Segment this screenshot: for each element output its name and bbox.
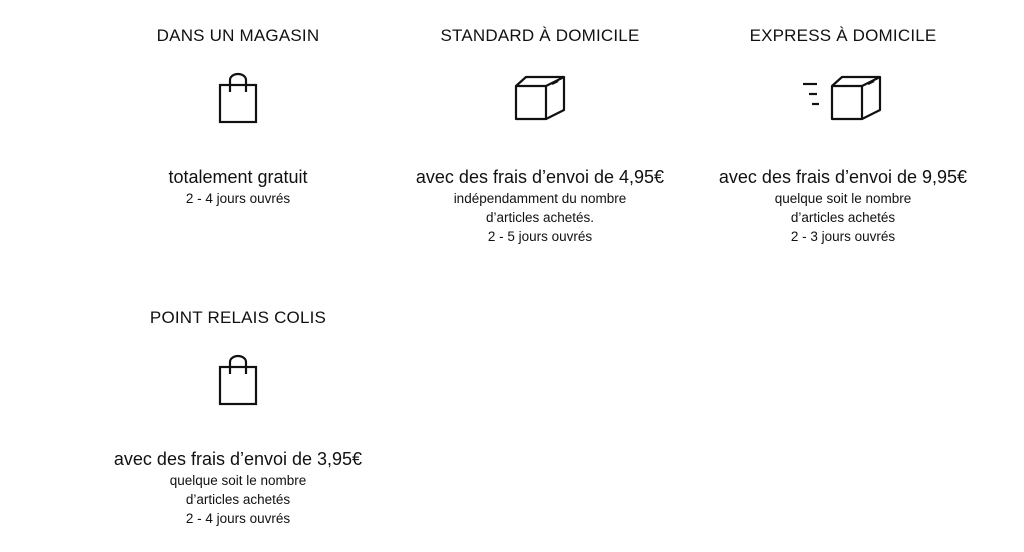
detail-line: d’articles achetés [790,210,896,225]
fast-box-icon [693,70,993,126]
detail-line: 2 - 4 jours ouvrés [185,511,291,526]
detail-line: indépendamment du nombre [453,191,627,206]
option-title: DANS UN MAGASIN [156,26,320,45]
detail-line: d’articles achetés [185,492,291,507]
option-price: avec des frais d’envoi de 9,95€ [718,167,968,187]
option-details [88,471,388,528]
option-price: avec des frais d’envoi de 3,95€ [113,449,363,469]
option-title: STANDARD À DOMICILE [440,26,640,45]
shopping-bag-icon [88,70,388,126]
option-price: totalement gratuit [168,167,308,187]
detail-line: 2 - 5 jours ouvrés [487,229,593,244]
option-details [88,189,388,208]
detail-line: 2 - 4 jours ouvrés [185,191,291,206]
option-title: POINT RELAIS COLIS [149,308,327,327]
delivery-option-express [693,26,993,246]
shopping-bag-icon [88,352,388,408]
option-details [390,189,690,246]
delivery-option-standard [390,26,690,246]
option-details [693,189,993,246]
box-icon [390,70,690,126]
detail-line: quelque soit le nombre [169,473,307,488]
option-title: EXPRESS À DOMICILE [749,26,937,45]
detail-line: 2 - 3 jours ouvrés [790,229,896,244]
delivery-option-relay [88,308,388,528]
delivery-option-store [88,26,388,208]
detail-line: quelque soit le nombre [774,191,912,206]
option-price: avec des frais d’envoi de 4,95€ [415,167,665,187]
detail-line: d’articles achetés. [485,210,595,225]
